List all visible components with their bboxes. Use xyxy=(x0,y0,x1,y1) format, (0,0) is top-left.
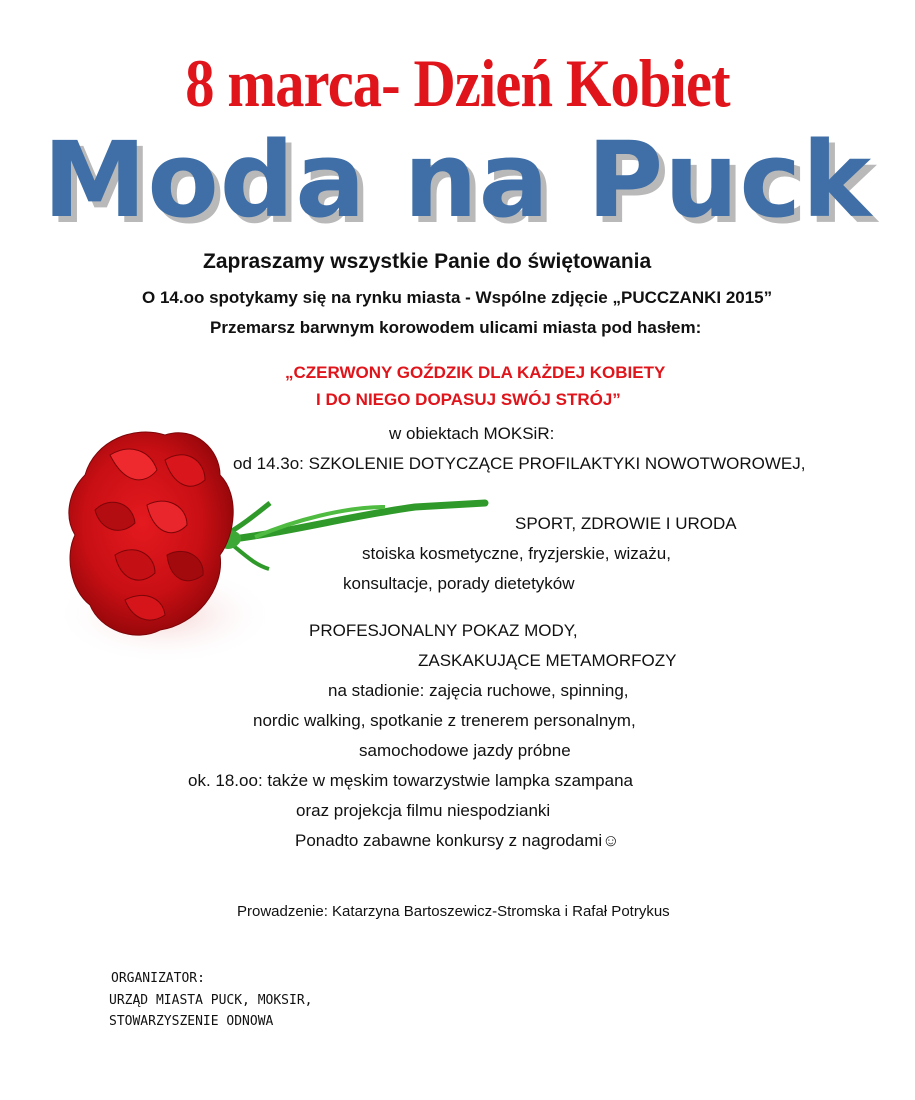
organizer-line-1: URZĄD MIASTA PUCK, MOKSIR, xyxy=(109,993,313,1008)
venue-text: w obiektach MOKSiR: xyxy=(389,424,555,443)
page-title: Moda na Puck xyxy=(42,119,873,241)
film-text: oraz projekcja filmu niespodzianki xyxy=(296,801,551,820)
slogan-line-1: „CZERWONY GOŹDZIK DLA KAŻDEJ KOBIETY xyxy=(285,363,666,382)
metamorphoses-heading: ZASKAKUJĄCE METAMORFOZY xyxy=(418,651,677,670)
cars-text: samochodowe jazdy próbne xyxy=(359,741,571,760)
fashion-show-heading: PROFESJONALNY POKAZ MODY, xyxy=(309,621,578,640)
headline: 8 marca- Dzień Kobiet xyxy=(185,45,730,121)
organizer-line-2: STOWARZYSZENIE ODNOWA xyxy=(109,1014,274,1029)
organizer-label: ORGANIZATOR: xyxy=(111,971,205,986)
slogan-line-2: I DO NIEGO DOPASUJ SWÓJ STRÓJ” xyxy=(316,390,621,409)
sport-heading: SPORT, ZDROWIE I URODA xyxy=(515,514,737,533)
seminar-text: od 14.3o: SZKOLENIE DOTYCZĄCE PROFILAKTYKI NOWOTWOROWEJ, xyxy=(233,454,806,473)
contests-text: Ponadto zabawne konkursy z nagrodami☺ xyxy=(295,831,620,850)
stands-text: stoiska kosmetyczne, fryzjerskie, wizażu, xyxy=(362,544,671,563)
parade-text: Przemarsz barwnym korowodem ulicami miasta pod hasłem: xyxy=(210,318,702,337)
consult-text: konsultacje, porady dietetyków xyxy=(343,574,575,593)
meeting-text: O 14.oo spotykamy się na rynku miasta - Wspólne zdjęcie „PUCCZANKI 2015” xyxy=(142,288,773,307)
evening-text: ok. 18.oo: także w męskim towarzystwie lampka szampana xyxy=(188,771,634,790)
hosts-text: Prowadzenie: Katarzyna Bartoszewicz-Stromska i Rafał Potrykus xyxy=(237,903,670,920)
invite-text: Zapraszamy wszystkie Panie do świętowania xyxy=(203,250,652,273)
nordic-text: nordic walking, spotkanie z trenerem personalnym, xyxy=(253,711,636,730)
stadium-text: na stadionie: zajęcia ruchowe, spinning, xyxy=(328,681,629,700)
